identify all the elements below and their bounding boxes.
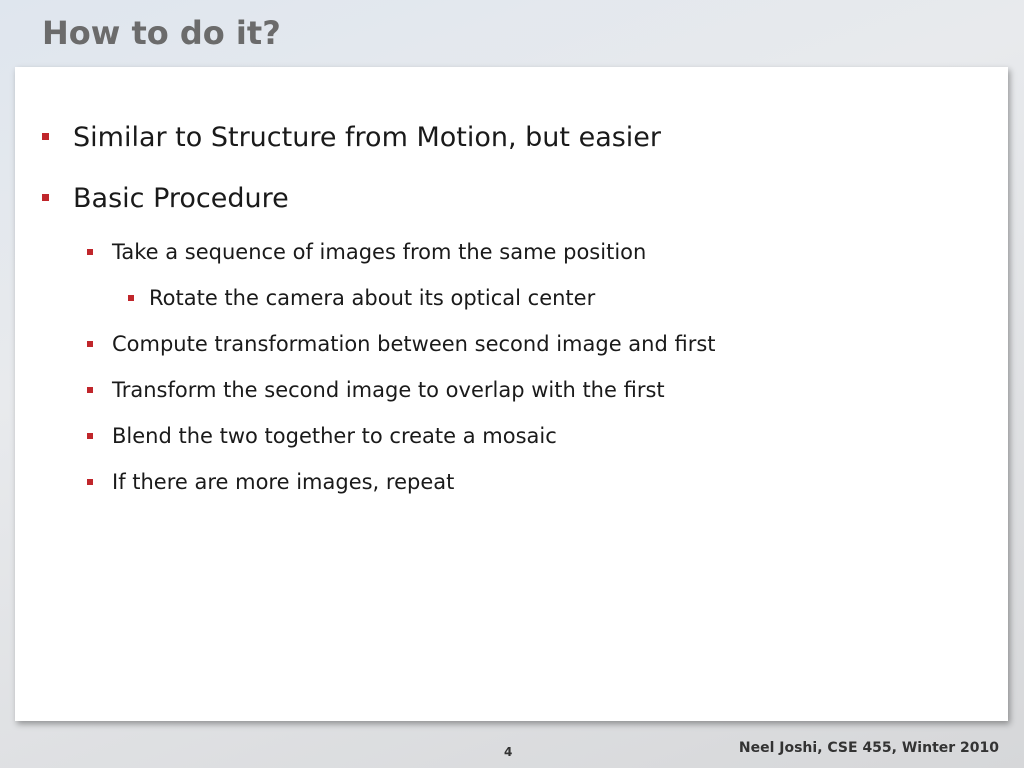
sub-bullet-item: [112, 240, 646, 264]
bullet-text: Rotate the camera about its optical center: [149, 286, 596, 310]
slide-title: How to do it?: [42, 14, 281, 52]
square-bullet-icon: [87, 479, 93, 485]
bullet-text: Basic Procedure: [73, 183, 289, 214]
content-card: [15, 67, 1008, 721]
square-bullet-icon: [42, 194, 49, 201]
square-bullet-icon: [42, 133, 49, 140]
sub-bullet-item: [112, 332, 716, 356]
square-bullet-icon: [87, 433, 93, 439]
square-bullet-icon: [87, 341, 93, 347]
bullet-item: [73, 183, 289, 214]
slide-footer: Neel Joshi, CSE 455, Winter 2010: [738, 740, 999, 756]
bullet-text: Compute transformation between second image and first: [112, 332, 716, 356]
sub-bullet-item: [112, 470, 454, 494]
bullet-text: Similar to Structure from Motion, but easier: [73, 122, 662, 153]
bullet-text: Take a sequence of images from the same position: [112, 240, 647, 264]
square-bullet-icon: [87, 249, 93, 255]
bullet-item: [73, 122, 661, 153]
bullet-text: Blend the two together to create a mosaic: [112, 424, 557, 448]
square-bullet-icon: [128, 295, 134, 301]
slide-number: 4: [504, 745, 513, 759]
sub-bullet-item: [112, 378, 665, 402]
sub-sub-bullet-item: [149, 286, 595, 310]
square-bullet-icon: [87, 387, 93, 393]
bullet-text: Transform the second image to overlap with the first: [112, 378, 665, 402]
sub-bullet-item: [112, 424, 557, 448]
bullet-text: If there are more images, repeat: [112, 470, 455, 494]
